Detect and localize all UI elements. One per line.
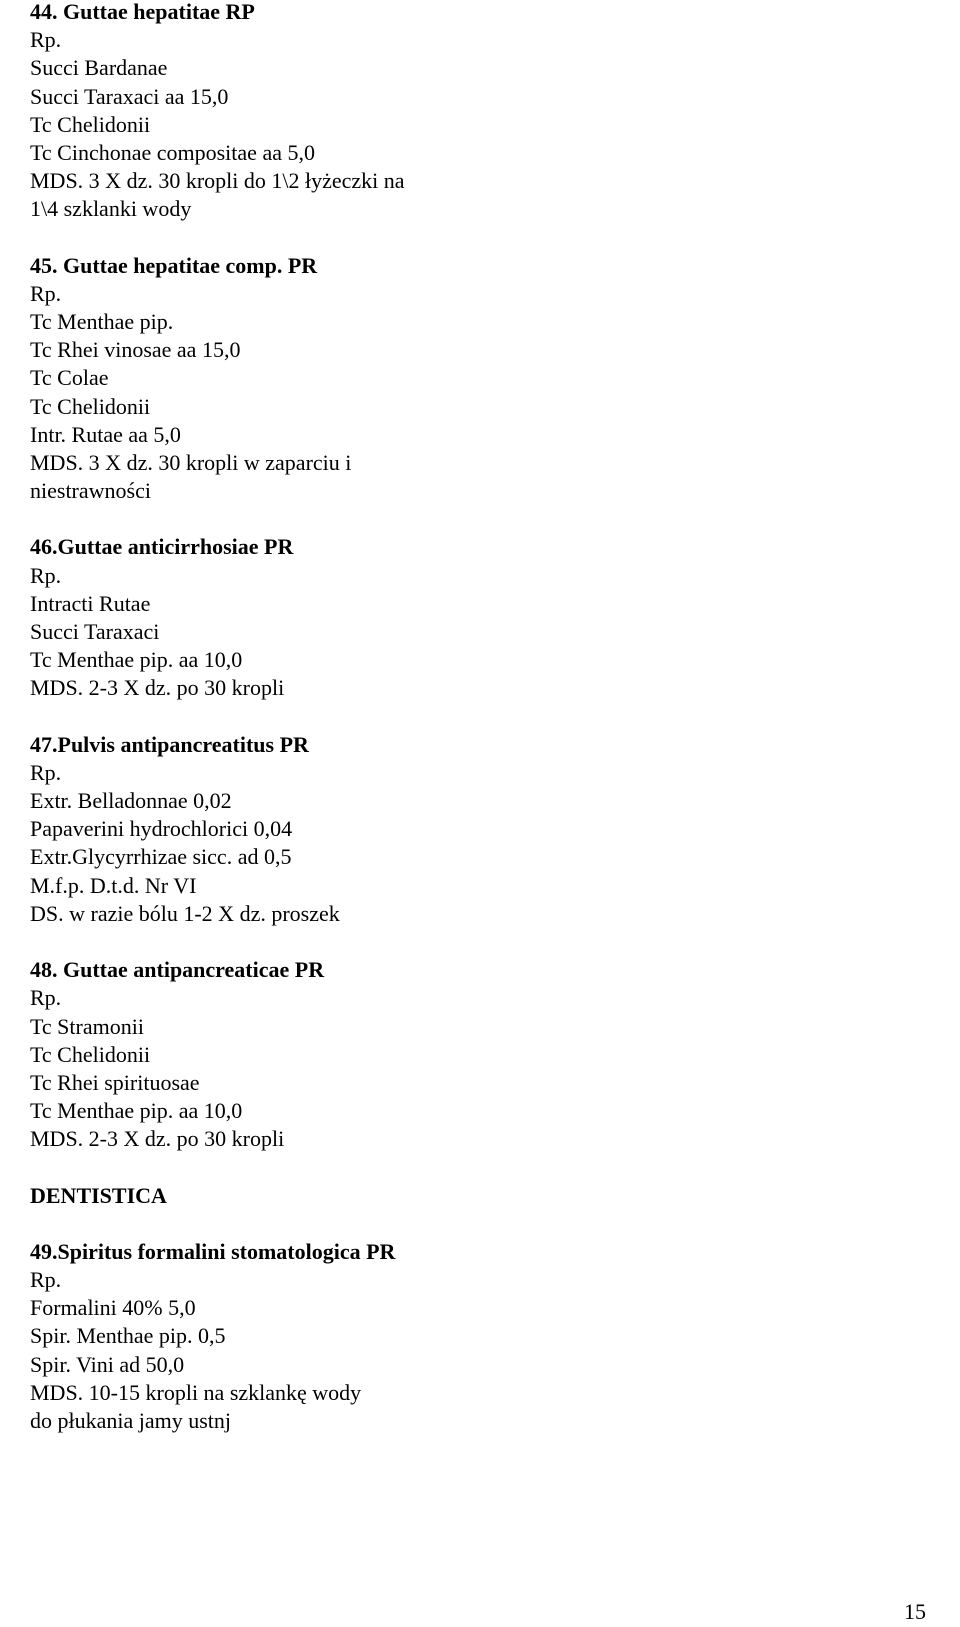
document-page xyxy=(30,0,910,1463)
recipe-title: 48. Guttae antipancreaticae PR xyxy=(30,957,325,983)
recipe-line: Spir. Menthae pip. 0,5 xyxy=(30,1323,226,1349)
recipe-line: MDS. 2-3 X dz. po 30 kropli xyxy=(30,675,285,701)
recipe-line: Tc Stramonii xyxy=(30,1013,144,1039)
recipe-line: Rp. xyxy=(30,562,62,588)
recipe-title: 49.Spiritus formalini stomatologica PR xyxy=(30,1238,396,1264)
recipe-line: Tc Chelidonii xyxy=(30,111,151,137)
recipe-line: Tc Menthae pip. aa 10,0 xyxy=(30,647,243,673)
recipe xyxy=(30,252,910,506)
recipe-line: Papaverini hydrochlorici 0,04 xyxy=(30,816,293,842)
recipe-line: MDS. 10-15 kropli na szklankę wody xyxy=(30,1379,362,1405)
recipe-list xyxy=(30,0,910,1154)
recipe-line: Tc Colae xyxy=(30,365,109,391)
recipe xyxy=(30,956,910,1153)
recipe-line: Rp. xyxy=(30,27,62,53)
recipe-line: Succi Bardanae xyxy=(30,55,168,81)
recipe-line: M.f.p. D.t.d. Nr VI xyxy=(30,872,197,898)
recipe-line: Spir. Vini ad 50,0 xyxy=(30,1351,185,1377)
recipe-line: Tc Chelidonii xyxy=(30,1041,151,1067)
recipe-line: MDS. 2-3 X dz. po 30 kropli xyxy=(30,1126,285,1152)
recipe-line: Succi Taraxaci xyxy=(30,619,160,645)
page-number: 15 xyxy=(904,1599,926,1624)
recipe-line: Intracti Rutae xyxy=(30,590,151,616)
recipe-line: Tc Menthae pip. xyxy=(30,309,174,335)
recipe-line: Rp. xyxy=(30,1266,62,1292)
recipe-title: 45. Guttae hepatitae comp. PR xyxy=(30,252,318,278)
recipe-line: Extr.Glycyrrhizae sicc. ad 0,5 xyxy=(30,844,292,870)
recipe-line: Tc Rhei spirituosae xyxy=(30,1069,200,1095)
recipe xyxy=(30,1238,910,1435)
recipe-line: Rp. xyxy=(30,280,62,306)
recipe-line: Tc Cinchonae compositae aa 5,0 xyxy=(30,140,315,166)
recipe-line: MDS. 3 X dz. 30 kropli w zaparciu i xyxy=(30,450,352,476)
recipe xyxy=(30,0,910,224)
recipe-line: 1\4 szklanki wody xyxy=(30,196,192,222)
recipe-line: Rp. xyxy=(30,985,62,1011)
recipe-line: Tc Menthae pip. aa 10,0 xyxy=(30,1098,243,1124)
section-heading: DENTISTICA xyxy=(30,1182,167,1208)
recipe-line: DS. w razie bólu 1-2 X dz. proszek xyxy=(30,900,340,926)
recipe xyxy=(30,533,910,702)
recipe-title: 47.Pulvis antipancreatitus PR xyxy=(30,731,309,757)
recipe-line: Tc Rhei vinosae aa 15,0 xyxy=(30,337,241,363)
recipe-line: Formalini 40% 5,0 xyxy=(30,1295,196,1321)
recipe-line: Rp. xyxy=(30,759,62,785)
recipe-line: MDS. 3 X dz. 30 kropli do 1\2 łyżeczki na xyxy=(30,168,405,194)
recipe-line: Intr. Rutae aa 5,0 xyxy=(30,421,181,447)
recipe-line: Tc Chelidonii xyxy=(30,393,151,419)
recipe-line: Extr. Belladonnae 0,02 xyxy=(30,788,232,814)
recipe-list xyxy=(30,1238,910,1435)
recipe-title: 46.Guttae anticirrhosiae PR xyxy=(30,534,294,560)
recipe-line: Succi Taraxaci aa 15,0 xyxy=(30,83,229,109)
recipe xyxy=(30,731,910,928)
recipe-title: 44. Guttae hepatitae RP xyxy=(30,0,255,24)
recipe-line: niestrawności xyxy=(30,478,151,504)
recipe-line: do płukania jamy ustnj xyxy=(30,1407,232,1433)
